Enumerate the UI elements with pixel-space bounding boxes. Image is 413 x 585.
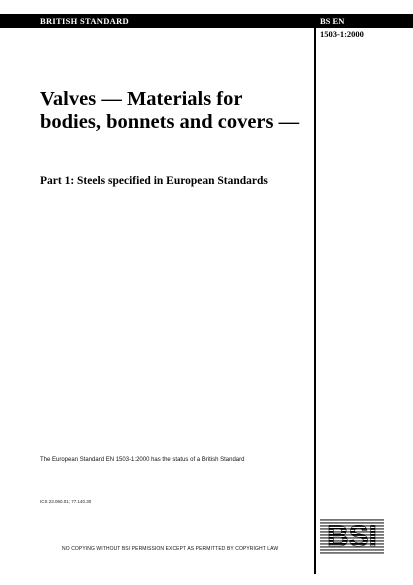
vertical-divider — [314, 14, 316, 574]
standard-reference-line1: BS EN — [320, 16, 345, 26]
status-statement: The European Standard EN 1503-1:2000 has the status of a British Standard — [40, 457, 245, 463]
bsi-logo-text: BSI — [326, 520, 378, 553]
ics-code: ICS 23.060.01; 77.140.30 — [40, 499, 92, 504]
copyright-notice: NO COPYING WITHOUT BSI PERMISSION EXCEPT AS PERMITTED BY COPYRIGHT LAW — [62, 546, 279, 552]
bsi-logo-icon — [320, 516, 384, 554]
standard-reference-line2: 1503-1:2000 — [320, 29, 364, 39]
document-title: Valves — Materials for bodies, bonnets and covers — — [40, 88, 300, 133]
publisher-label: BRITISH STANDARD — [40, 16, 129, 26]
document-subtitle: Part 1: Steels specified in European Standards — [40, 175, 268, 187]
